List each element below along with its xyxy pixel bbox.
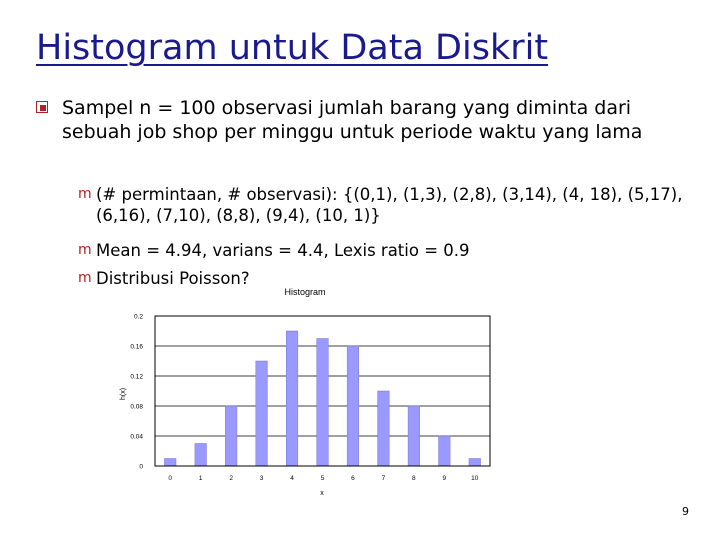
bar-6 [347,346,359,466]
x-axis-label: x [320,490,324,497]
bar-3 [256,361,268,466]
sub-bullet-icon: m [78,186,92,202]
x-tick-label: 3 [259,475,264,482]
y-tick-label: 0.04 [130,433,143,441]
slide-title: Histogram untuk Data Diskrit [36,28,549,68]
y-axis-label: h(x) [120,387,127,401]
main-bullet [36,96,696,144]
sub-bullet-icon: m [78,270,92,286]
x-tick-label: 0 [168,475,173,482]
x-tick-label: 9 [442,475,447,482]
bar-7 [378,391,390,466]
sub-bullet-data [78,184,708,226]
x-tick-label: 8 [412,475,416,482]
x-tick-label: 1 [198,475,203,482]
y-tick-label: 0.16 [130,343,143,351]
sub-bullet-text: (# permintaan, # observasi): {(0,1), (1,3), (2,8), (3,14), (4, 18), (5,17), (6,16), (7,10), (8,8), (9,4), (10, 1)} [96,185,683,225]
y-tick-label: 0.08 [130,403,143,411]
bar-9 [439,436,451,466]
x-tick-label: 5 [320,475,325,482]
bar-5 [317,339,329,467]
bar-10 [469,459,481,467]
bar-0 [164,459,176,467]
bar-4 [286,331,298,466]
chart-ticks [130,314,478,483]
y-tick-label: 0 [139,463,143,471]
sub-bullet-icon: m [78,242,92,258]
y-tick-label: 0.2 [133,313,143,321]
x-tick-label: 6 [351,475,355,482]
x-tick-label: 2 [229,475,233,482]
main-bullet-text: Sampel n = 100 observasi jumlah barang yang diminta dari sebuah job shop per minggu untuk periode waktu yang lama [62,97,643,143]
chart-bars [164,331,480,466]
bar-8 [408,406,420,466]
x-tick-label: 10 [471,475,479,482]
square-bullet-icon [36,101,48,113]
bar-1 [195,444,207,467]
sub-bullet-text: Distribusi Poisson? [96,269,250,288]
x-tick-label: 4 [290,475,294,482]
sub-bullet-text: Mean = 4.94, varians = 4.4, Lexis ratio = 0.9 [96,241,470,260]
sub-bullet-stats [78,240,708,261]
bar-2 [225,406,237,466]
histogram-chart [110,284,510,500]
x-tick-label: 7 [381,475,386,482]
y-tick-label: 0.12 [130,373,143,381]
chart-title: Histogram [284,287,326,297]
page-number: 9 [682,505,689,518]
